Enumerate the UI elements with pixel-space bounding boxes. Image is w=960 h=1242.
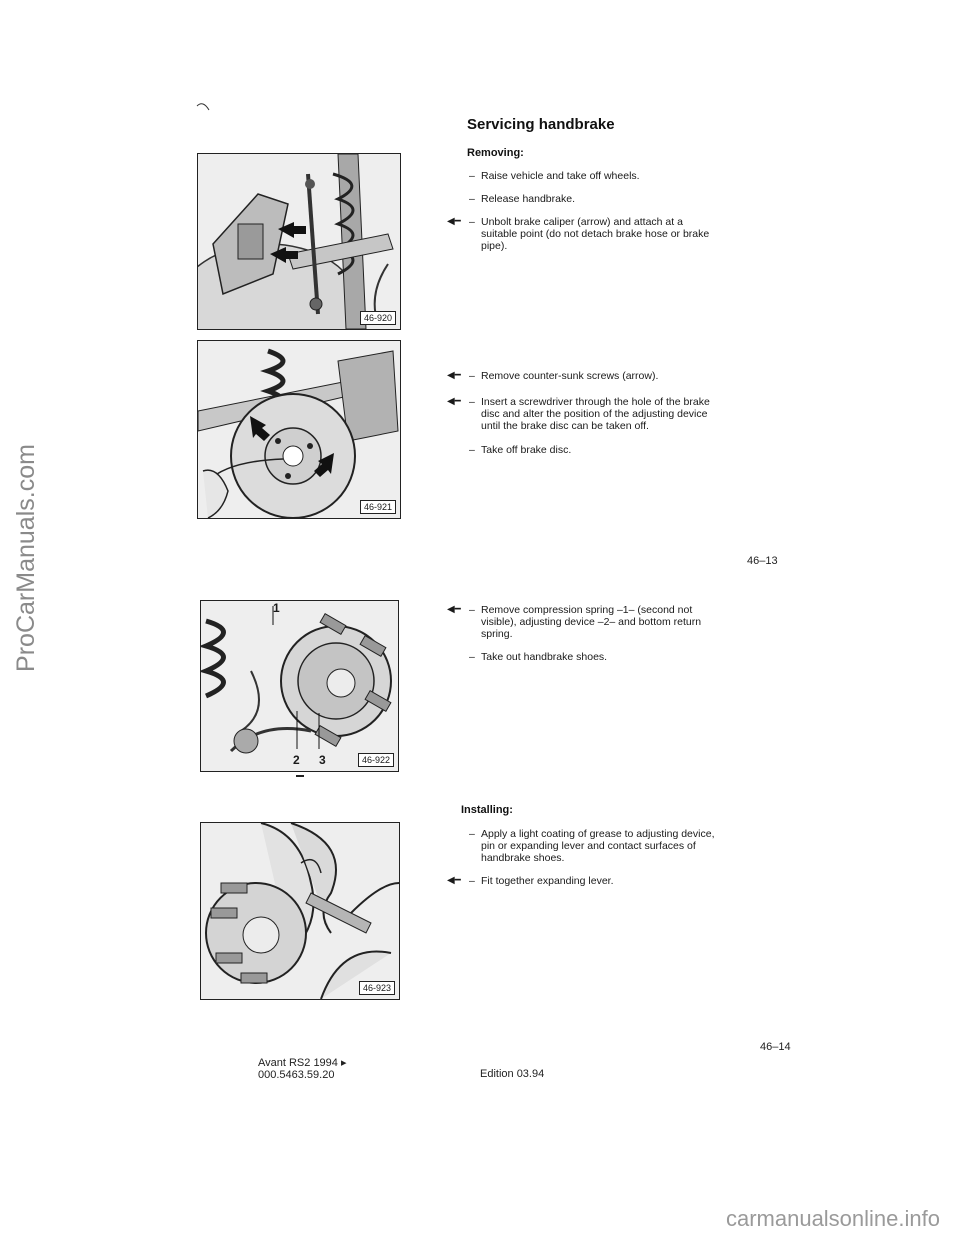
- figure-brake-disc: [197, 340, 401, 519]
- removing-heading: Removing:: [467, 147, 524, 159]
- callout-1: 1: [273, 601, 280, 615]
- pointer-arrow-icon: ◀━: [447, 604, 461, 615]
- watermark-text: ProCarManuals.com: [12, 444, 40, 672]
- pointer-arrow-icon: ◀━: [447, 875, 461, 886]
- corner-mark-icon: [196, 100, 210, 112]
- page-title: Servicing handbrake: [467, 116, 615, 133]
- footer-model-line: Avant RS2 1994 ▸: [258, 1057, 347, 1069]
- figure-handbrake-shoes: [200, 600, 399, 772]
- pointer-arrow-icon: ◀━: [447, 370, 461, 381]
- footer-code-line: 000.5463.59.20: [258, 1069, 335, 1081]
- step-remove-screws: ◀━ – Remove counter-sunk screws (arrow).: [447, 370, 659, 382]
- callout-2: 2: [293, 753, 300, 767]
- step-fit-lever: ◀━ – Fit together expanding lever.: [447, 875, 614, 887]
- step-insert-screwdriver: ◀━ – Insert a screwdriver through the hole of the brake disc and alter the position of the adjusting device until the brake disc can be taken off.: [447, 396, 710, 432]
- caliper-illustration: [198, 154, 400, 329]
- pointer-arrow-icon: ◀━: [447, 396, 461, 407]
- footer-model: [258, 1057, 347, 1081]
- page-number: 46–13: [747, 555, 778, 567]
- figure-number: 46-920: [360, 311, 396, 325]
- figure-caliper: [197, 153, 401, 330]
- page-number: 46–14: [760, 1041, 791, 1053]
- step-apply-grease: – Apply a light coating of grease to adjusting device, pin or expanding lever and contact surfaces of handbrake shoes.: [469, 828, 715, 864]
- pointer-arrow-icon: ◀━: [447, 216, 461, 227]
- figure-expanding-lever: [200, 822, 400, 1000]
- callout-3: 3: [319, 753, 326, 767]
- expanding-lever-illustration: [201, 823, 399, 999]
- divider-mark: [296, 775, 304, 777]
- step-raise-vehicle: – Raise vehicle and take off wheels.: [469, 170, 640, 182]
- figure-number: 46-923: [359, 981, 395, 995]
- step-remove-spring: ◀━ – Remove compression spring –1– (second not visible), adjusting device –2– and bottom return spring.: [447, 604, 702, 640]
- brake-disc-illustration: [198, 341, 400, 518]
- footer-edition: Edition 03.94: [480, 1068, 545, 1080]
- installing-heading: Installing:: [461, 804, 513, 816]
- step-take-off-disc: – Take off brake disc.: [469, 444, 572, 456]
- figure-number: 46-922: [358, 753, 394, 767]
- figure-number: 46-921: [360, 500, 396, 514]
- site-watermark: carmanualsonline.info: [725, 1206, 940, 1231]
- step-unbolt-caliper: ◀━ – Unbolt brake caliper (arrow) and attach at a suitable point (do not detach brake hose or brake pipe).: [447, 216, 710, 252]
- step-release-handbrake: – Release handbrake.: [469, 193, 575, 205]
- handbrake-shoes-illustration: [201, 601, 398, 771]
- step-take-out-shoes: – Take out handbrake shoes.: [469, 651, 608, 663]
